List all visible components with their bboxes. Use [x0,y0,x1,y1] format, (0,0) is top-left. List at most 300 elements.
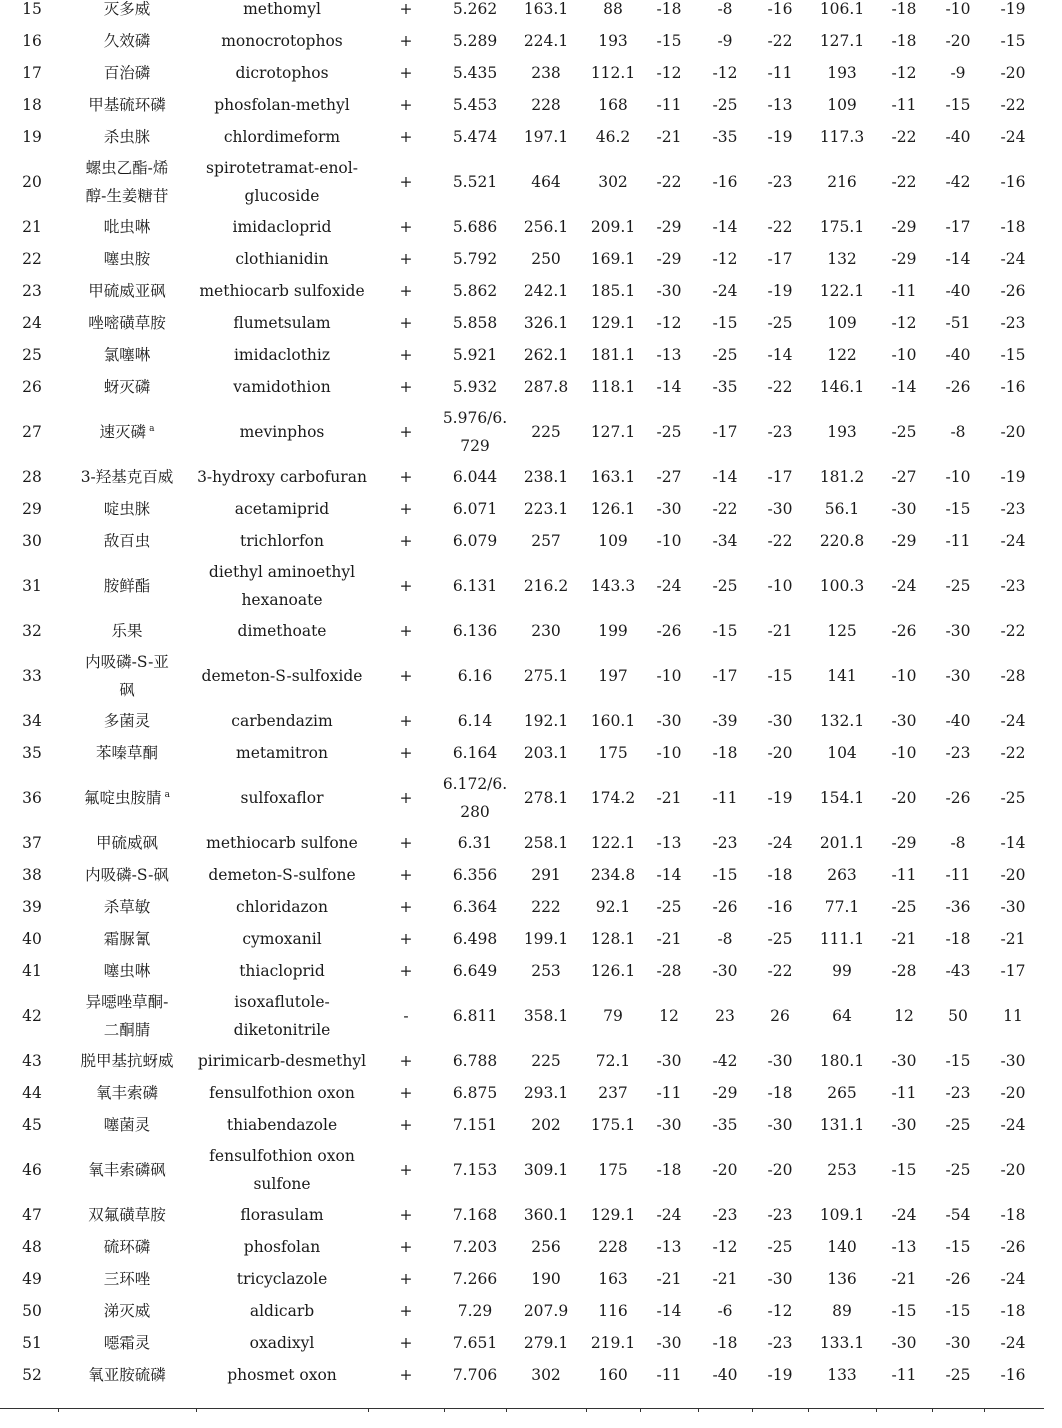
product-ion-2-cell [808,1263,876,1295]
chinese-name-cell [58,1231,196,1263]
chinese-name: 3-羟基克百威 [80,468,174,486]
retention-time: 7.706 [452,1366,498,1384]
chinese-name-line: 内吸磷-S-亚 [85,653,169,671]
english-name: methomyl [243,0,321,18]
chinese-name: 百治磷 [103,64,151,82]
value-1: -21 [656,789,682,807]
ion-mode-cell [368,0,444,25]
value-3: -19 [767,1366,793,1384]
retention-time: 6.31 [457,834,493,852]
product-ion-1: 175 [598,1161,628,1179]
precursor-ion-cell [506,1077,586,1109]
product-ion-2: 77.1 [824,898,860,916]
english-name-cell [196,891,368,923]
value-4: -12 [891,314,917,332]
value-5-cell [932,1199,984,1231]
value-6-cell [984,275,1042,307]
value-3-cell [752,769,808,827]
ion-mode-cell [368,705,444,737]
value-3-cell [752,1141,808,1199]
value-3: -30 [767,500,793,518]
english-name: dicrotophos [235,64,329,82]
product-ion-2: 127.1 [819,32,865,50]
product-ion-1: 160 [598,1366,628,1384]
value-6: -24 [1000,1116,1026,1134]
value-1: -14 [656,866,682,884]
value-3: -17 [767,250,793,268]
chinese-name-cell [58,923,196,955]
row-number-cell [6,1359,58,1391]
english-name: phosfolan-methyl [214,96,350,114]
english-name-cell [196,1295,368,1327]
precursor-ion: 360.1 [523,1206,569,1224]
precursor-ion-cell [506,769,586,827]
product-ion-2-cell [808,493,876,525]
value-6: -16 [1000,1366,1026,1384]
row-number-cell [6,705,58,737]
value-5-cell [932,1327,984,1359]
product-ion-1: 46.2 [595,128,631,146]
value-1: -30 [656,1052,682,1070]
value-6: -24 [1000,1270,1026,1288]
value-4: -11 [891,282,917,300]
value-4-cell [876,859,932,891]
retention-time-cell [444,211,506,243]
product-ion-2: 56.1 [824,500,860,518]
product-ion-1: 129.1 [590,1206,636,1224]
row-number-cell [6,955,58,987]
english-name: aldicarb [249,1302,315,1320]
chinese-name-line: 砜 [119,681,135,699]
value-1-cell [640,557,698,615]
english-name: methiocarb sulfone [206,834,358,852]
value-6-cell [984,987,1042,1045]
value-1: -10 [656,744,682,762]
precursor-ion-cell [506,955,586,987]
value-4: -18 [891,32,917,50]
value-2-cell [698,211,752,243]
precursor-ion: 309.1 [523,1161,569,1179]
value-6: -16 [1000,173,1026,191]
value-6: -18 [1000,1206,1026,1224]
value-3-cell [752,923,808,955]
value-6-cell [984,57,1042,89]
row-number-cell [6,1141,58,1199]
precursor-ion: 163.1 [523,0,569,18]
table-row [0,923,1062,955]
precursor-ion-cell [506,211,586,243]
value-5-cell [932,211,984,243]
chinese-name: 杀草敏 [103,898,151,916]
value-2: -16 [712,173,738,191]
product-ion-1-cell [586,737,640,769]
product-ion-2: 111.1 [819,930,865,948]
value-5-cell [932,403,984,461]
row-number-cell [6,769,58,827]
value-4: -25 [891,423,917,441]
row-number-cell [6,1295,58,1327]
value-5-cell [932,705,984,737]
ion-mode: - [403,1007,409,1025]
value-2: -15 [712,314,738,332]
row-number-cell [6,1263,58,1295]
ion-mode-cell [368,955,444,987]
product-ion-2-cell [808,859,876,891]
product-ion-2: 181.2 [819,468,865,486]
value-4: -15 [891,1302,917,1320]
table-row [0,403,1062,461]
value-5-cell [932,737,984,769]
value-2: -9 [717,32,733,50]
table-row [0,1231,1062,1263]
value-2-cell [698,1077,752,1109]
product-ion-1-cell [586,1295,640,1327]
table-row [0,25,1062,57]
chinese-name: 杀虫脒 [103,128,151,146]
value-2: -12 [712,1238,738,1256]
value-2-cell [698,243,752,275]
precursor-ion-cell [506,827,586,859]
value-1: -22 [656,173,682,191]
value-4-cell [876,525,932,557]
value-3: -30 [767,1052,793,1070]
value-6-cell [984,243,1042,275]
value-1-cell [640,371,698,403]
retention-time-cell [444,615,506,647]
value-1-cell [640,1045,698,1077]
value-6: -22 [1000,744,1026,762]
retention-time-line: 5.976/6. [442,409,508,427]
retention-time-cell [444,0,506,25]
ion-mode: + [399,128,413,146]
row-number: 28 [22,468,42,486]
precursor-ion-cell [506,275,586,307]
row-number: 42 [22,1007,42,1025]
retention-time: 6.356 [452,866,498,884]
value-2-cell [698,1109,752,1141]
value-2: -35 [712,128,738,146]
product-ion-2-cell [808,1077,876,1109]
value-1-cell [640,1141,698,1199]
value-6: -24 [1000,250,1026,268]
retention-time-cell [444,737,506,769]
value-5: -23 [945,744,971,762]
value-1: -30 [656,1116,682,1134]
precursor-ion: 256 [531,1238,561,1256]
retention-time: 6.788 [452,1052,498,1070]
retention-time-cell [444,1359,506,1391]
product-ion-1-cell [586,1263,640,1295]
product-ion-2: 263 [827,866,857,884]
ion-mode: + [399,1116,413,1134]
precursor-ion: 238 [531,64,561,82]
ion-mode-cell [368,923,444,955]
table-row [0,557,1062,615]
value-2: -18 [712,1334,738,1352]
english-name-cell [196,1359,368,1391]
chinese-name-cell [58,1327,196,1359]
column-tick [586,1408,587,1412]
value-2-cell [698,1359,752,1391]
value-4-cell [876,705,932,737]
value-1-cell [640,211,698,243]
chinese-name: 蚜灭磷 [103,378,151,396]
product-ion-2-cell [808,1327,876,1359]
column-tick [640,1408,641,1412]
value-5-cell [932,307,984,339]
value-5: -40 [945,712,971,730]
row-number-cell [6,403,58,461]
ion-mode-cell [368,1077,444,1109]
value-1: -13 [656,1238,682,1256]
value-1-cell [640,859,698,891]
value-3-cell [752,121,808,153]
value-6-cell [984,525,1042,557]
english-name-cell [196,339,368,371]
retention-time-cell [444,769,506,827]
retention-time: 6.649 [452,962,498,980]
product-ion-2-cell [808,827,876,859]
ion-mode-cell [368,153,444,211]
chinese-name: 氧丰索磷砜 [88,1161,166,1179]
ion-mode-cell [368,557,444,615]
value-2-cell [698,1199,752,1231]
ion-mode-cell [368,1295,444,1327]
value-5-cell [932,1263,984,1295]
english-name-cell [196,0,368,25]
value-5-cell [932,1141,984,1199]
value-2-cell [698,1045,752,1077]
value-3: -16 [767,898,793,916]
value-1: -30 [656,712,682,730]
precursor-ion-cell [506,461,586,493]
precursor-ion-cell [506,1231,586,1263]
value-3-cell [752,955,808,987]
english-name-cell [196,211,368,243]
ion-mode: + [399,500,413,518]
product-ion-2-cell [808,1109,876,1141]
value-4-cell [876,1231,932,1263]
value-5-cell [932,1295,984,1327]
value-1-cell [640,891,698,923]
row-number-cell [6,211,58,243]
value-4: -29 [891,218,917,236]
english-name: mevinphos [239,423,325,441]
value-3-cell [752,307,808,339]
value-6-cell [984,1077,1042,1109]
value-5: -23 [945,1084,971,1102]
product-ion-2-cell [808,275,876,307]
value-2: -39 [712,712,738,730]
value-3-cell [752,987,808,1045]
product-ion-2: 253 [827,1161,857,1179]
table-row [0,705,1062,737]
chinese-name-line: 螺虫乙酯-烯 [85,159,169,177]
value-1-cell [640,493,698,525]
english-name-cell [196,1231,368,1263]
value-1: -11 [656,96,682,114]
precursor-ion-cell [506,859,586,891]
value-4: -30 [891,500,917,518]
value-1-cell [640,243,698,275]
value-3: -22 [767,532,793,550]
value-1: -10 [656,667,682,685]
retention-time: 5.862 [452,282,498,300]
ion-mode-cell [368,461,444,493]
product-ion-2: 125 [827,622,857,640]
value-4: -26 [891,622,917,640]
retention-time-cell [444,1199,506,1231]
product-ion-2-cell [808,1045,876,1077]
ion-mode-cell [368,371,444,403]
retention-time-cell [444,1045,506,1077]
chinese-name: 噻菌灵 [103,1116,151,1134]
value-2-cell [698,0,752,25]
precursor-ion-cell [506,705,586,737]
value-2-cell [698,339,752,371]
english-name-cell [196,859,368,891]
value-2: -25 [712,346,738,364]
ion-mode: + [399,32,413,50]
precursor-ion-cell [506,1109,586,1141]
value-1-cell [640,1199,698,1231]
row-number: 45 [22,1116,42,1134]
row-number-cell [6,987,58,1045]
row-number-cell [6,1231,58,1263]
product-ion-1: 127.1 [590,423,636,441]
product-ion-2-cell [808,705,876,737]
ion-mode-cell [368,827,444,859]
value-4-cell [876,211,932,243]
english-name-cell [196,923,368,955]
retention-time-cell [444,1327,506,1359]
product-ion-2-cell [808,1359,876,1391]
value-6-cell [984,1327,1042,1359]
chinese-name-cell [58,461,196,493]
english-name-cell [196,615,368,647]
product-ion-1-cell [586,211,640,243]
value-1: -14 [656,378,682,396]
product-ion-2-cell [808,557,876,615]
ion-mode: + [399,64,413,82]
precursor-ion: 207.9 [523,1302,569,1320]
value-4: -11 [891,1084,917,1102]
product-ion-1-cell [586,955,640,987]
chinese-name: 久效磷 [103,32,151,50]
product-ion-2-cell [808,737,876,769]
value-5-cell [932,25,984,57]
chinese-name-cell [58,955,196,987]
english-name-cell [196,1077,368,1109]
value-1: -30 [656,1334,682,1352]
ion-mode-cell [368,1109,444,1141]
value-1: -15 [656,32,682,50]
value-6-cell [984,1295,1042,1327]
english-name-cell [196,89,368,121]
value-6: -28 [1000,667,1026,685]
value-2-cell [698,307,752,339]
product-ion-1: 175.1 [590,1116,636,1134]
chinese-name-cell [58,275,196,307]
precursor-ion: 216.2 [523,577,569,595]
row-number: 48 [22,1238,42,1256]
retention-time-cell [444,89,506,121]
english-name-line: fensulfothion oxon [209,1147,355,1165]
value-3: -23 [767,1206,793,1224]
product-ion-2: 141 [827,667,857,685]
value-3: -12 [767,1302,793,1320]
product-ion-1: 185.1 [590,282,636,300]
value-6: -14 [1000,834,1026,852]
value-4-cell [876,1199,932,1231]
ion-mode-cell [368,57,444,89]
table-row [0,525,1062,557]
chinese-name-cell [58,557,196,615]
value-3-cell [752,525,808,557]
value-4-cell [876,243,932,275]
chinese-name: 内吸磷-S-砜 [85,866,169,884]
value-2: -8 [717,0,733,18]
product-ion-2: 220.8 [819,532,865,550]
chinese-name-cell [58,827,196,859]
ion-mode-cell [368,615,444,647]
value-3-cell [752,859,808,891]
value-2-cell [698,827,752,859]
value-3: -21 [767,622,793,640]
row-number-cell [6,57,58,89]
value-5: -10 [945,0,971,18]
value-6: -17 [1000,962,1026,980]
english-name: thiacloprid [239,962,325,980]
ion-mode: + [399,622,413,640]
value-5-cell [932,769,984,827]
row-number-cell [6,1045,58,1077]
ion-mode-cell [368,525,444,557]
retention-time: 5.521 [452,173,498,191]
value-4-cell [876,25,932,57]
value-6-cell [984,1231,1042,1263]
product-ion-2: 146.1 [819,378,865,396]
value-4-cell [876,1109,932,1141]
english-name-cell [196,121,368,153]
row-number-cell [6,275,58,307]
product-ion-1: 160.1 [590,712,636,730]
retention-time: 7.651 [452,1334,498,1352]
chinese-name-cell [58,1199,196,1231]
chinese-name: 噁霜灵 [103,1334,151,1352]
value-2: -6 [717,1302,733,1320]
ion-mode-cell [368,1231,444,1263]
retention-time-line: 6.172/6. [442,775,508,793]
value-4: -30 [891,712,917,730]
table-row [0,737,1062,769]
retention-time-cell [444,307,506,339]
chinese-name-cell [58,211,196,243]
english-name-cell [196,493,368,525]
value-3: -17 [767,468,793,486]
value-4: -10 [891,744,917,762]
value-5: -15 [945,1238,971,1256]
english-name-cell [196,1263,368,1295]
ion-mode-cell [368,275,444,307]
value-2: -23 [712,1206,738,1224]
retention-time-cell [444,1077,506,1109]
chinese-name: 噻虫啉 [103,962,151,980]
chinese-name: 双氟磺草胺 [88,1206,166,1224]
value-2-cell [698,57,752,89]
value-6: -18 [1000,1302,1026,1320]
chinese-name-cell [58,1109,196,1141]
